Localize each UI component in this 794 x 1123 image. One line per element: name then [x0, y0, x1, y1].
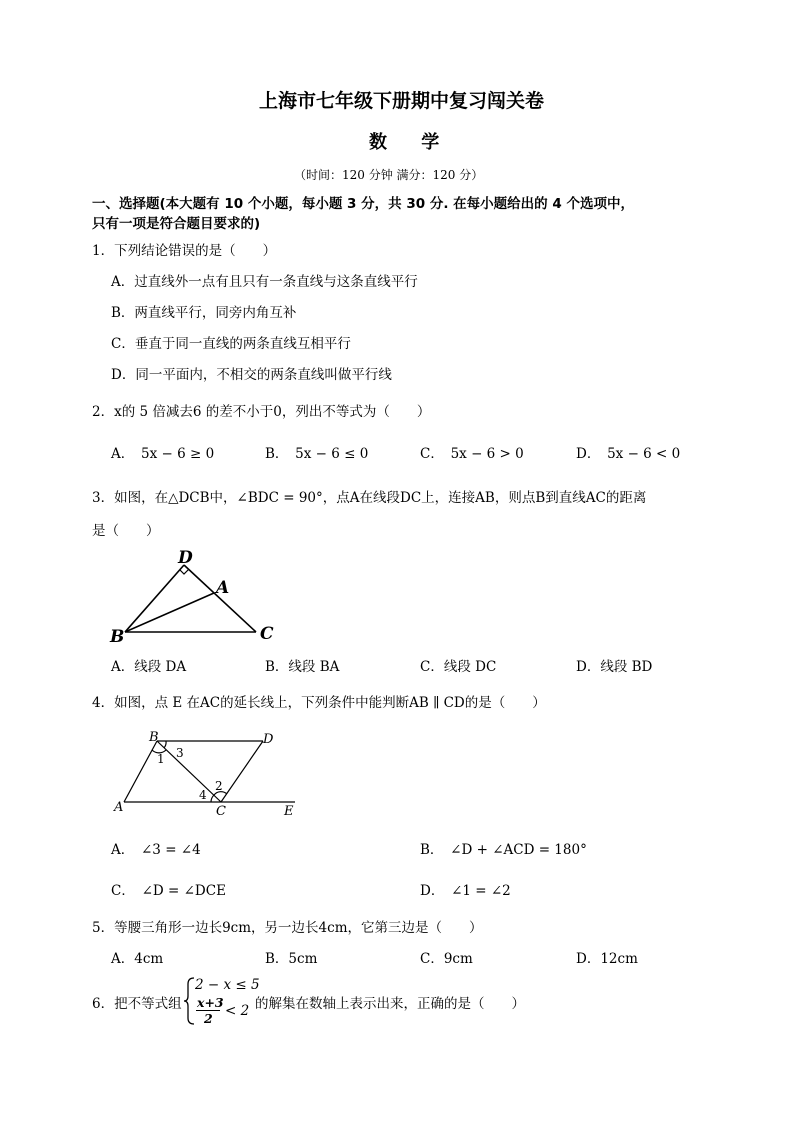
- q5-option-b: B．5cm: [265, 951, 318, 967]
- q2-option-b: B． 5x − 6 ≤ 0: [265, 446, 369, 462]
- q4-stem: 4．如图，点 E 在AC的延长线上，下列条件中能判断AB ∥ CD的是（ ）: [92, 695, 546, 711]
- q3-label-b: B: [110, 627, 125, 646]
- q3-right-angle-mark: [180, 569, 189, 574]
- q1-option-c: C．垂直于同一直线的两条直线互相平行: [111, 336, 351, 352]
- q4-label-b: B: [149, 730, 159, 745]
- q3-option-d: D．线段 BD: [576, 659, 653, 675]
- q4-label-angle2: 2: [215, 779, 223, 793]
- q1-stem: 1．下列结论错误的是（ ）: [92, 243, 277, 259]
- q3-label-c: C: [260, 624, 274, 644]
- q1-option-d: D．同一平面内，不相交的两条直线叫做平行线: [111, 367, 392, 383]
- page-title: 上海市七年级下册期中复习闯关卷: [259, 90, 545, 112]
- q6-stem-post: 的解集在数轴上表示出来，正确的是（ ）: [255, 996, 525, 1012]
- q5-stem: 5．等腰三角形一边长9cm，另一边长4cm，它第三边是（ ）: [92, 920, 483, 936]
- q4-angle4-arc: [211, 795, 214, 802]
- q4-label-c: C: [216, 804, 226, 819]
- q6-fraction-numerator: x+3: [197, 995, 224, 1010]
- q3-option-a: A．线段 DA: [111, 659, 187, 675]
- q2-option-c: C． 5x − 6 > 0: [420, 446, 524, 462]
- q4-option-c: C． ∠D = ∠DCE: [111, 883, 226, 899]
- q3-option-c: C．线段 DC: [420, 659, 497, 675]
- q3-stem-line1: 3．如图，在△DCB中，∠BDC = 90°，点A在线段DC上，连接AB，则点B到直线AC的距离: [92, 490, 647, 506]
- q4-label-a: A: [114, 800, 124, 815]
- q3-triangle-figure: [105, 548, 285, 646]
- q2-option-a: A． 5x − 6 ≥ 0: [111, 446, 215, 462]
- q3-label-a: A: [216, 578, 230, 598]
- q6-inequality-1: 2 − x ≤ 5: [195, 977, 260, 993]
- time-info: （时间：120 分钟 满分：120 分）: [294, 168, 484, 182]
- q4-label-angle1: 1: [157, 752, 165, 766]
- q3-segment-dc: [184, 565, 256, 632]
- q5-option-c: C．9cm: [420, 951, 473, 967]
- q4-label-angle4: 4: [199, 788, 207, 802]
- q3-segment-db: [125, 565, 184, 632]
- q3-label-d: D: [178, 548, 193, 568]
- q5-option-d: D．12cm: [576, 951, 638, 967]
- q6-brace: [182, 976, 196, 1026]
- subject-title: 数 学: [369, 132, 454, 153]
- q3-stem-line2: 是（ ）: [92, 523, 160, 539]
- section-heading-line2: 只有一项是符合题目要求的): [92, 216, 261, 232]
- q1-option-b: B．两直线平行，同旁内角互补: [111, 305, 297, 321]
- q4-angle3-arc: [164, 741, 166, 748]
- q6-inequality-2-rest: < 2: [225, 1003, 250, 1019]
- q1-option-a: A．过直线外一点有且只有一条直线与这条直线平行: [111, 274, 418, 290]
- q4-label-d: D: [263, 732, 274, 747]
- q4-label-e: E: [284, 804, 294, 819]
- q4-segment-bc: [157, 741, 221, 802]
- q3-segment-ba: [125, 593, 214, 632]
- q2-stem: 2．x的 5 倍减去6 的差不小于0，列出不等式为（ ）: [92, 404, 431, 420]
- section-heading-line1: 一、选择题(本大题有 10 个小题，每小题 3 分，共 30 分. 在每小题给出的 4 个选项中，: [92, 196, 634, 212]
- q2-option-d: D． 5x − 6 < 0: [576, 446, 681, 462]
- q6-fraction-denominator: 2: [204, 1011, 213, 1026]
- q4-option-b: B． ∠D + ∠ACD = 180°: [420, 842, 587, 858]
- q4-segment-dc: [221, 741, 263, 802]
- q6-stem-pre: 6．把不等式组: [92, 996, 182, 1012]
- q5-option-a: A．4cm: [111, 951, 164, 967]
- q4-option-d: D． ∠1 = ∠2: [420, 883, 511, 899]
- q3-option-b: B．线段 BA: [265, 659, 340, 675]
- q4-label-angle3: 3: [176, 746, 184, 760]
- q4-parallelogram-figure: [110, 725, 310, 820]
- q4-option-a: A． ∠3 = ∠4: [111, 842, 201, 858]
